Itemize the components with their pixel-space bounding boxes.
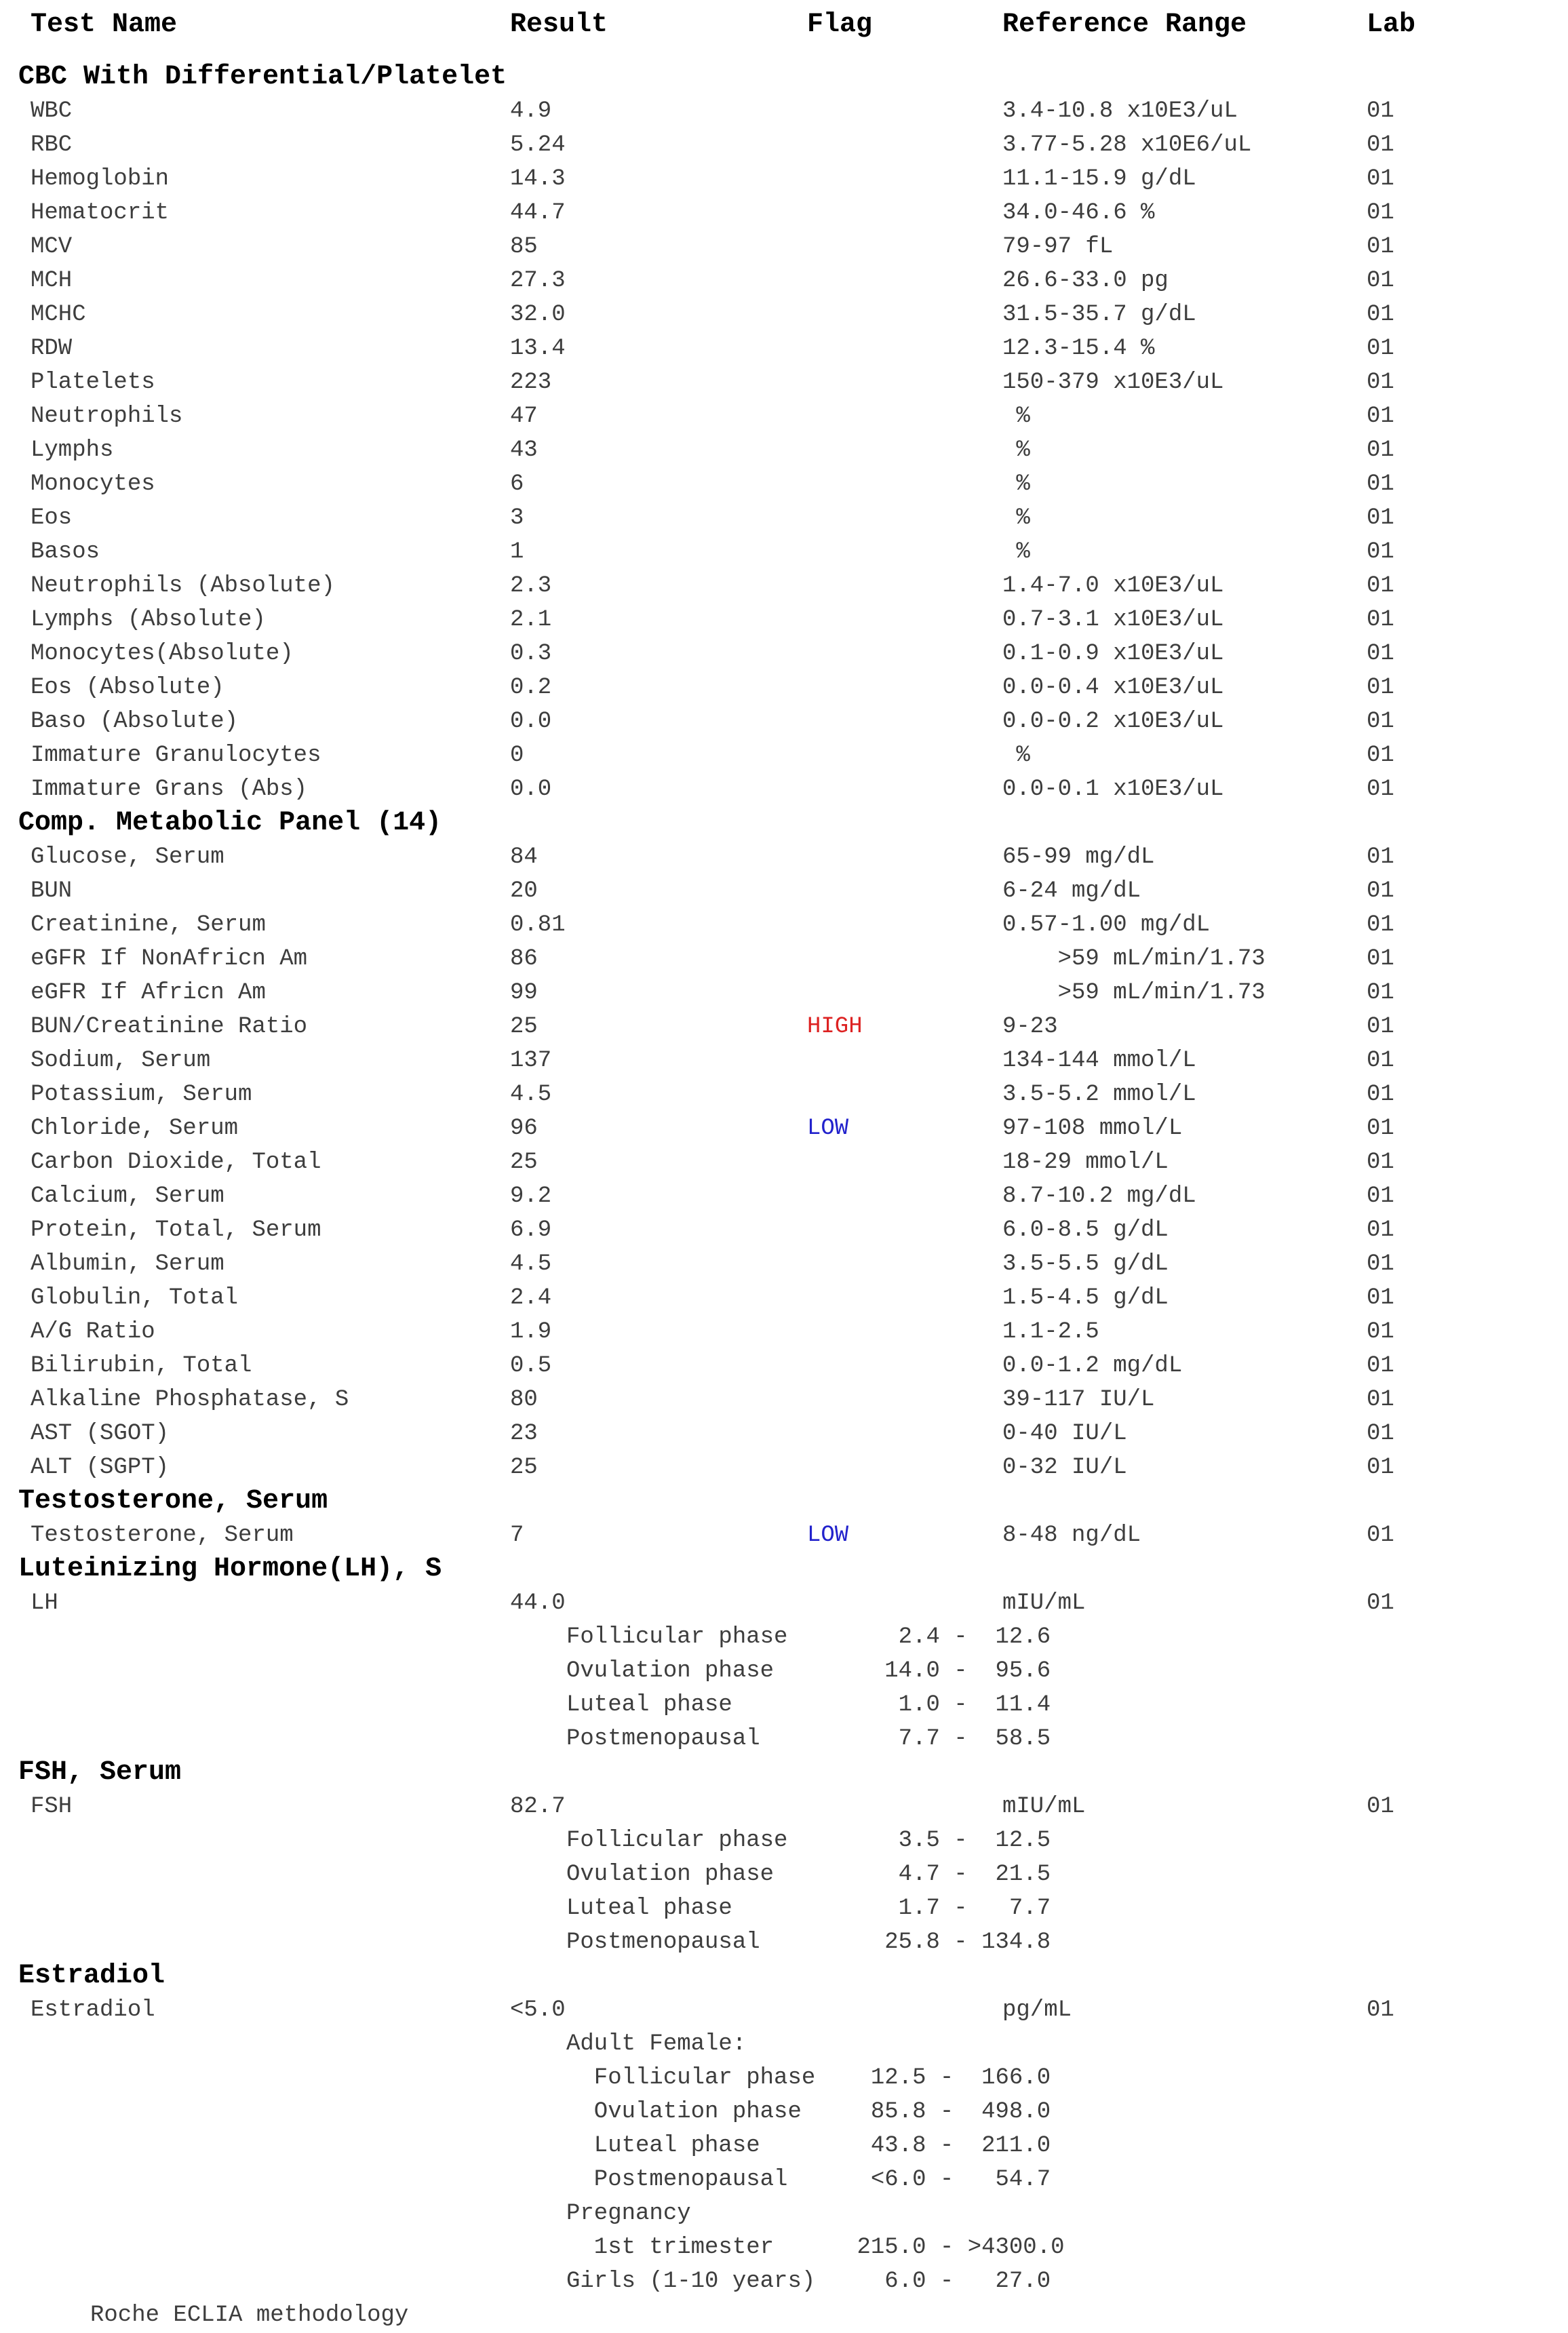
table-row	[0, 874, 1568, 908]
test-name-cell: Carbon Dioxide, Total	[31, 1150, 321, 1175]
reference-range-cell: %	[1002, 437, 1030, 463]
lab-cell: 01	[1367, 268, 1394, 294]
lab-cell: 01	[1367, 709, 1394, 734]
reference-range-cell: 3.77-5.28 x10E6/uL	[1002, 132, 1252, 158]
table-row	[0, 332, 1568, 366]
lab-cell: 01	[1367, 132, 1394, 158]
reference-range-cell: 79-97 fL	[1002, 234, 1114, 260]
sub-reference-text: Postmenopausal 7.7 - 58.5	[566, 1726, 1051, 1752]
column-header-test-name: Test Name	[31, 9, 178, 40]
test-name-cell: ALT (SGPT)	[31, 1455, 170, 1481]
reference-range-cell: 0.7-3.1 x10E3/uL	[1002, 607, 1224, 633]
test-name-cell: A/G Ratio	[31, 1319, 155, 1345]
test-name-cell: Alkaline Phosphatase, S	[31, 1387, 349, 1413]
test-name-cell: WBC	[31, 98, 73, 124]
table-row	[0, 1213, 1568, 1247]
reference-range-cell: 1.4-7.0 x10E3/uL	[1002, 573, 1224, 599]
sub-reference-text: Postmenopausal <6.0 - 54.7	[566, 2167, 1051, 2193]
result-cell: 6.9	[510, 1217, 552, 1243]
sub-reference-row	[0, 1620, 1568, 1654]
lab-cell: 01	[1367, 1048, 1394, 1074]
reference-range-cell: 9-23	[1002, 1014, 1058, 1040]
result-cell: 99	[510, 980, 538, 1006]
sub-reference-row	[0, 2163, 1568, 2197]
table-row	[0, 603, 1568, 637]
lab-cell: 01	[1367, 302, 1394, 328]
sub-reference-row	[0, 2197, 1568, 2231]
lab-cell: 01	[1367, 471, 1394, 497]
lab-cell: 01	[1367, 1387, 1394, 1413]
section-row	[0, 806, 1568, 840]
reference-range-cell: 26.6-33.0 pg	[1002, 268, 1169, 294]
results-rows	[0, 60, 1568, 2332]
lab-cell: 01	[1367, 98, 1394, 124]
reference-range-cell: >59 mL/min/1.73	[1002, 980, 1266, 1006]
table-row	[0, 433, 1568, 467]
flag-cell: LOW	[807, 1523, 849, 1548]
result-cell: 0	[510, 743, 524, 768]
table-row	[0, 535, 1568, 569]
table-row	[0, 976, 1568, 1010]
test-name-cell: Bilirubin, Total	[31, 1353, 252, 1379]
table-row	[0, 1179, 1568, 1213]
test-name-cell: Globulin, Total	[31, 1285, 239, 1311]
lab-cell: 01	[1367, 166, 1394, 192]
table-row	[0, 128, 1568, 162]
test-name-cell: Chloride, Serum	[31, 1116, 239, 1141]
test-name-cell: BUN	[31, 878, 73, 904]
lab-cell: 01	[1367, 1150, 1394, 1175]
reference-range-cell: >59 mL/min/1.73	[1002, 946, 1266, 972]
lab-cell: 01	[1367, 878, 1394, 904]
test-name-cell: LH	[31, 1590, 58, 1616]
sub-reference-row	[0, 2061, 1568, 2095]
column-header-lab: Lab	[1367, 9, 1416, 40]
lab-cell: 01	[1367, 743, 1394, 768]
lab-cell: 01	[1367, 1353, 1394, 1379]
sub-reference-row	[0, 1824, 1568, 1858]
test-name-cell: Hematocrit	[31, 200, 170, 226]
result-cell: 3	[510, 505, 524, 531]
table-row	[0, 399, 1568, 433]
test-name-cell: MCHC	[31, 302, 86, 328]
result-cell: 86	[510, 946, 538, 972]
reference-range-cell: 97-108 mmol/L	[1002, 1116, 1183, 1141]
test-name-cell: BUN/Creatinine Ratio	[31, 1014, 308, 1040]
result-cell: 223	[510, 370, 552, 395]
sub-reference-row	[0, 1891, 1568, 1925]
reference-range-cell: %	[1002, 471, 1030, 497]
test-name-cell: Eos (Absolute)	[31, 675, 224, 701]
reference-range-cell: 1.1-2.5	[1002, 1319, 1099, 1345]
result-cell: 25	[510, 1150, 538, 1175]
test-name-cell: Neutrophils (Absolute)	[31, 573, 335, 599]
header-gap	[0, 42, 1568, 60]
reference-range-cell: 3.5-5.2 mmol/L	[1002, 1082, 1196, 1107]
reference-range-cell: 0.0-0.2 x10E3/uL	[1002, 709, 1224, 734]
reference-range-cell: 3.4-10.8 x10E3/uL	[1002, 98, 1238, 124]
result-cell: 2.4	[510, 1285, 552, 1311]
result-cell: 96	[510, 1116, 538, 1141]
table-row	[0, 671, 1568, 705]
reference-range-cell: 0.57-1.00 mg/dL	[1002, 912, 1211, 938]
reference-range-cell: %	[1002, 539, 1030, 565]
test-name-cell: Monocytes(Absolute)	[31, 641, 294, 667]
result-cell: 5.24	[510, 132, 566, 158]
sub-reference-text: Luteal phase 43.8 - 211.0	[566, 2133, 1051, 2159]
reference-range-cell: %	[1002, 505, 1030, 531]
reference-range-cell: 6.0-8.5 g/dL	[1002, 1217, 1169, 1243]
sub-reference-text: Ovulation phase 4.7 - 21.5	[566, 1862, 1051, 1887]
reference-range-cell: 0.0-1.2 mg/dL	[1002, 1353, 1183, 1379]
result-cell: 9.2	[510, 1183, 552, 1209]
lab-cell: 01	[1367, 1997, 1394, 2023]
result-cell: <5.0	[510, 1997, 566, 2023]
lab-cell: 01	[1367, 437, 1394, 463]
lab-cell: 01	[1367, 1285, 1394, 1311]
table-row	[0, 637, 1568, 671]
result-cell: 32.0	[510, 302, 566, 328]
table-row	[0, 1044, 1568, 1078]
reference-range-cell: 18-29 mmol/L	[1002, 1150, 1169, 1175]
reference-range-cell: 31.5-35.7 g/dL	[1002, 302, 1196, 328]
table-row	[0, 1790, 1568, 1824]
lab-cell: 01	[1367, 777, 1394, 802]
section-row	[0, 1485, 1568, 1518]
test-name-cell: Immature Granulocytes	[31, 743, 321, 768]
result-cell: 27.3	[510, 268, 566, 294]
table-row	[0, 94, 1568, 128]
column-header-flag: Flag	[807, 9, 873, 40]
sub-reference-text: Adult Female:	[566, 2031, 747, 2057]
test-name-cell: Eos	[31, 505, 73, 531]
sub-reference-row	[0, 2265, 1568, 2298]
result-cell: 1	[510, 539, 524, 565]
result-cell: 85	[510, 234, 538, 260]
result-cell: 4.5	[510, 1082, 552, 1107]
section-row	[0, 1552, 1568, 1586]
lab-cell: 01	[1367, 1014, 1394, 1040]
result-cell: 7	[510, 1523, 524, 1548]
result-cell: 137	[510, 1048, 552, 1074]
reference-range-cell: 0-32 IU/L	[1002, 1455, 1127, 1481]
reference-range-cell: 1.5-4.5 g/dL	[1002, 1285, 1169, 1311]
result-cell: 4.9	[510, 98, 552, 124]
lab-cell: 01	[1367, 573, 1394, 599]
table-row	[0, 739, 1568, 772]
table-row	[0, 1281, 1568, 1315]
sub-reference-row	[0, 2231, 1568, 2265]
reference-range-cell: mIU/mL	[1002, 1590, 1086, 1616]
test-name-cell: Sodium, Serum	[31, 1048, 211, 1074]
table-row	[0, 1247, 1568, 1281]
section-row	[0, 1959, 1568, 1993]
table-row	[0, 1112, 1568, 1145]
test-name-cell: eGFR If NonAfricn Am	[31, 946, 308, 972]
sub-reference-text: Girls (1-10 years) 6.0 - 27.0	[566, 2269, 1051, 2294]
lab-cell: 01	[1367, 844, 1394, 870]
table-row	[0, 705, 1568, 739]
result-cell: 43	[510, 437, 538, 463]
sub-reference-text: Pregnancy	[566, 2201, 691, 2227]
sub-reference-text: 1st trimester 215.0 - >4300.0	[566, 2235, 1065, 2260]
table-row	[0, 1383, 1568, 1417]
result-cell: 44.7	[510, 200, 566, 226]
result-cell: 13.4	[510, 336, 566, 361]
test-name-cell: Platelets	[31, 370, 155, 395]
table-row	[0, 840, 1568, 874]
test-name-cell: Glucose, Serum	[31, 844, 224, 870]
section-row	[0, 1756, 1568, 1790]
sub-reference-text: Follicular phase 3.5 - 12.5	[566, 1828, 1051, 1854]
section-row	[0, 60, 1568, 94]
lab-cell: 01	[1367, 1523, 1394, 1548]
test-name-cell: RDW	[31, 336, 73, 361]
lab-cell: 01	[1367, 1183, 1394, 1209]
sub-reference-row	[0, 2129, 1568, 2163]
test-name-cell: FSH	[31, 1794, 73, 1820]
result-cell: 2.1	[510, 607, 552, 633]
table-row	[0, 467, 1568, 501]
lab-cell: 01	[1367, 1421, 1394, 1447]
table-row	[0, 1145, 1568, 1179]
lab-cell: 01	[1367, 539, 1394, 565]
reference-range-cell: 150-379 x10E3/uL	[1002, 370, 1224, 395]
table-row	[0, 1518, 1568, 1552]
test-name-cell: Protein, Total, Serum	[31, 1217, 321, 1243]
section-title: FSH, Serum	[18, 1757, 182, 1788]
test-name-cell: Lymphs	[31, 437, 114, 463]
reference-range-cell: 34.0-46.6 %	[1002, 200, 1155, 226]
result-cell: 25	[510, 1455, 538, 1481]
lab-cell: 01	[1367, 234, 1394, 260]
lab-cell: 01	[1367, 1251, 1394, 1277]
result-cell: 0.81	[510, 912, 566, 938]
table-row	[0, 1010, 1568, 1044]
result-cell: 44.0	[510, 1590, 566, 1616]
result-cell: 4.5	[510, 1251, 552, 1277]
test-name-cell: Lymphs (Absolute)	[31, 607, 266, 633]
sub-reference-text: Ovulation phase 85.8 - 498.0	[566, 2099, 1051, 2125]
sub-reference-row	[0, 1722, 1568, 1756]
sub-reference-text: Luteal phase 1.0 - 11.4	[566, 1692, 1051, 1718]
result-cell: 0.3	[510, 641, 552, 667]
lab-cell: 01	[1367, 1319, 1394, 1345]
result-cell: 23	[510, 1421, 538, 1447]
test-name-cell: Creatinine, Serum	[31, 912, 266, 938]
result-cell: 14.3	[510, 166, 566, 192]
result-cell: 82.7	[510, 1794, 566, 1820]
result-cell: 80	[510, 1387, 538, 1413]
reference-range-cell: 6-24 mg/dL	[1002, 878, 1141, 904]
flag-cell: LOW	[807, 1116, 849, 1141]
test-name-cell: Immature Grans (Abs)	[31, 777, 308, 802]
test-name-cell: Calcium, Serum	[31, 1183, 224, 1209]
table-row	[0, 1349, 1568, 1383]
lab-cell: 01	[1367, 370, 1394, 395]
table-row	[0, 1586, 1568, 1620]
sub-reference-text: Postmenopausal 25.8 - 134.8	[566, 1929, 1051, 1955]
table-header-row	[0, 8, 1568, 42]
table-row	[0, 366, 1568, 399]
test-name-cell: Potassium, Serum	[31, 1082, 252, 1107]
reference-range-cell: 134-144 mmol/L	[1002, 1048, 1196, 1074]
reference-range-cell: %	[1002, 404, 1030, 429]
test-name-cell: Baso (Absolute)	[31, 709, 239, 734]
section-title: Comp. Metabolic Panel (14)	[18, 808, 442, 838]
test-name-cell: Estradiol	[31, 1997, 155, 2023]
section-title: Luteinizing Hormone(LH), S	[18, 1554, 442, 1584]
reference-range-cell: 8.7-10.2 mg/dL	[1002, 1183, 1196, 1209]
test-name-cell: eGFR If Africn Am	[31, 980, 266, 1006]
result-cell: 84	[510, 844, 538, 870]
table-row	[0, 1993, 1568, 2027]
table-row	[0, 196, 1568, 230]
lab-cell: 01	[1367, 607, 1394, 633]
table-row	[0, 1417, 1568, 1451]
table-row	[0, 569, 1568, 603]
section-title: Testosterone, Serum	[18, 1486, 328, 1516]
result-cell: 47	[510, 404, 538, 429]
lab-cell: 01	[1367, 404, 1394, 429]
sub-reference-text: Luteal phase 1.7 - 7.7	[566, 1896, 1051, 1921]
sub-reference-row	[0, 1858, 1568, 1891]
test-name-cell: Basos	[31, 539, 100, 565]
test-name-cell: Albumin, Serum	[31, 1251, 224, 1277]
reference-range-cell: 0.0-0.4 x10E3/uL	[1002, 675, 1224, 701]
reference-range-cell: 11.1-15.9 g/dL	[1002, 166, 1196, 192]
test-name-cell: AST (SGOT)	[31, 1421, 170, 1447]
table-row	[0, 1078, 1568, 1112]
test-name-cell: Hemoglobin	[31, 166, 170, 192]
lab-cell: 01	[1367, 505, 1394, 531]
sub-reference-row	[0, 1654, 1568, 1688]
lab-cell: 01	[1367, 1590, 1394, 1616]
column-header-reference-range: Reference Range	[1002, 9, 1247, 40]
table-row	[0, 1451, 1568, 1485]
sub-reference-text: Ovulation phase 14.0 - 95.6	[566, 1658, 1051, 1684]
table-row	[0, 264, 1568, 298]
test-name-cell: MCV	[31, 234, 73, 260]
result-cell: 0.5	[510, 1353, 552, 1379]
result-cell: 0.0	[510, 709, 552, 734]
table-row	[0, 942, 1568, 976]
result-cell: 2.3	[510, 573, 552, 599]
reference-range-cell: 0.0-0.1 x10E3/uL	[1002, 777, 1224, 802]
test-name-cell: MCH	[31, 268, 73, 294]
lab-cell: 01	[1367, 200, 1394, 226]
reference-range-cell: pg/mL	[1002, 1997, 1072, 2023]
lab-cell: 01	[1367, 641, 1394, 667]
table-row	[0, 1315, 1568, 1349]
reference-range-cell: 12.3-15.4 %	[1002, 336, 1155, 361]
sub-reference-text: Follicular phase 2.4 - 12.6	[566, 1624, 1051, 1650]
table-row	[0, 908, 1568, 942]
result-cell: 6	[510, 471, 524, 497]
flag-cell: HIGH	[807, 1014, 863, 1040]
section-title: Estradiol	[18, 1961, 165, 1991]
lab-cell: 01	[1367, 1217, 1394, 1243]
sub-reference-row	[0, 2095, 1568, 2129]
lab-cell: 01	[1367, 1455, 1394, 1481]
sub-reference-row	[0, 1688, 1568, 1722]
result-cell: 0.0	[510, 777, 552, 802]
methodology-note: Roche ECLIA methodology	[90, 2302, 409, 2328]
table-row	[0, 501, 1568, 535]
methodology-note-row	[0, 2298, 1568, 2332]
reference-range-cell: 39-117 IU/L	[1002, 1387, 1155, 1413]
test-name-cell: RBC	[31, 132, 73, 158]
column-header-result: Result	[510, 9, 608, 40]
sub-reference-row	[0, 1925, 1568, 1959]
result-cell: 25	[510, 1014, 538, 1040]
test-name-cell: Testosterone, Serum	[31, 1523, 294, 1548]
table-row	[0, 230, 1568, 264]
reference-range-cell: 65-99 mg/dL	[1002, 844, 1155, 870]
table-row	[0, 298, 1568, 332]
lab-cell: 01	[1367, 980, 1394, 1006]
sub-reference-text: Follicular phase 12.5 - 166.0	[566, 2065, 1051, 2091]
lab-cell: 01	[1367, 1794, 1394, 1820]
reference-range-cell: 0.1-0.9 x10E3/uL	[1002, 641, 1224, 667]
section-title: CBC With Differential/Platelet	[18, 62, 507, 92]
result-cell: 20	[510, 878, 538, 904]
reference-range-cell: 3.5-5.5 g/dL	[1002, 1251, 1169, 1277]
table-row	[0, 162, 1568, 196]
lab-cell: 01	[1367, 1082, 1394, 1107]
table-row	[0, 772, 1568, 806]
reference-range-cell: mIU/mL	[1002, 1794, 1086, 1820]
sub-reference-row	[0, 2027, 1568, 2061]
reference-range-cell: %	[1002, 743, 1030, 768]
test-name-cell: Neutrophils	[31, 404, 183, 429]
reference-range-cell: 8-48 ng/dL	[1002, 1523, 1141, 1548]
lab-cell: 01	[1367, 1116, 1394, 1141]
reference-range-cell: 0-40 IU/L	[1002, 1421, 1127, 1447]
result-cell: 0.2	[510, 675, 552, 701]
lab-cell: 01	[1367, 946, 1394, 972]
lab-cell: 01	[1367, 912, 1394, 938]
lab-cell: 01	[1367, 675, 1394, 701]
result-cell: 1.9	[510, 1319, 552, 1345]
lab-cell: 01	[1367, 336, 1394, 361]
test-name-cell: Monocytes	[31, 471, 155, 497]
